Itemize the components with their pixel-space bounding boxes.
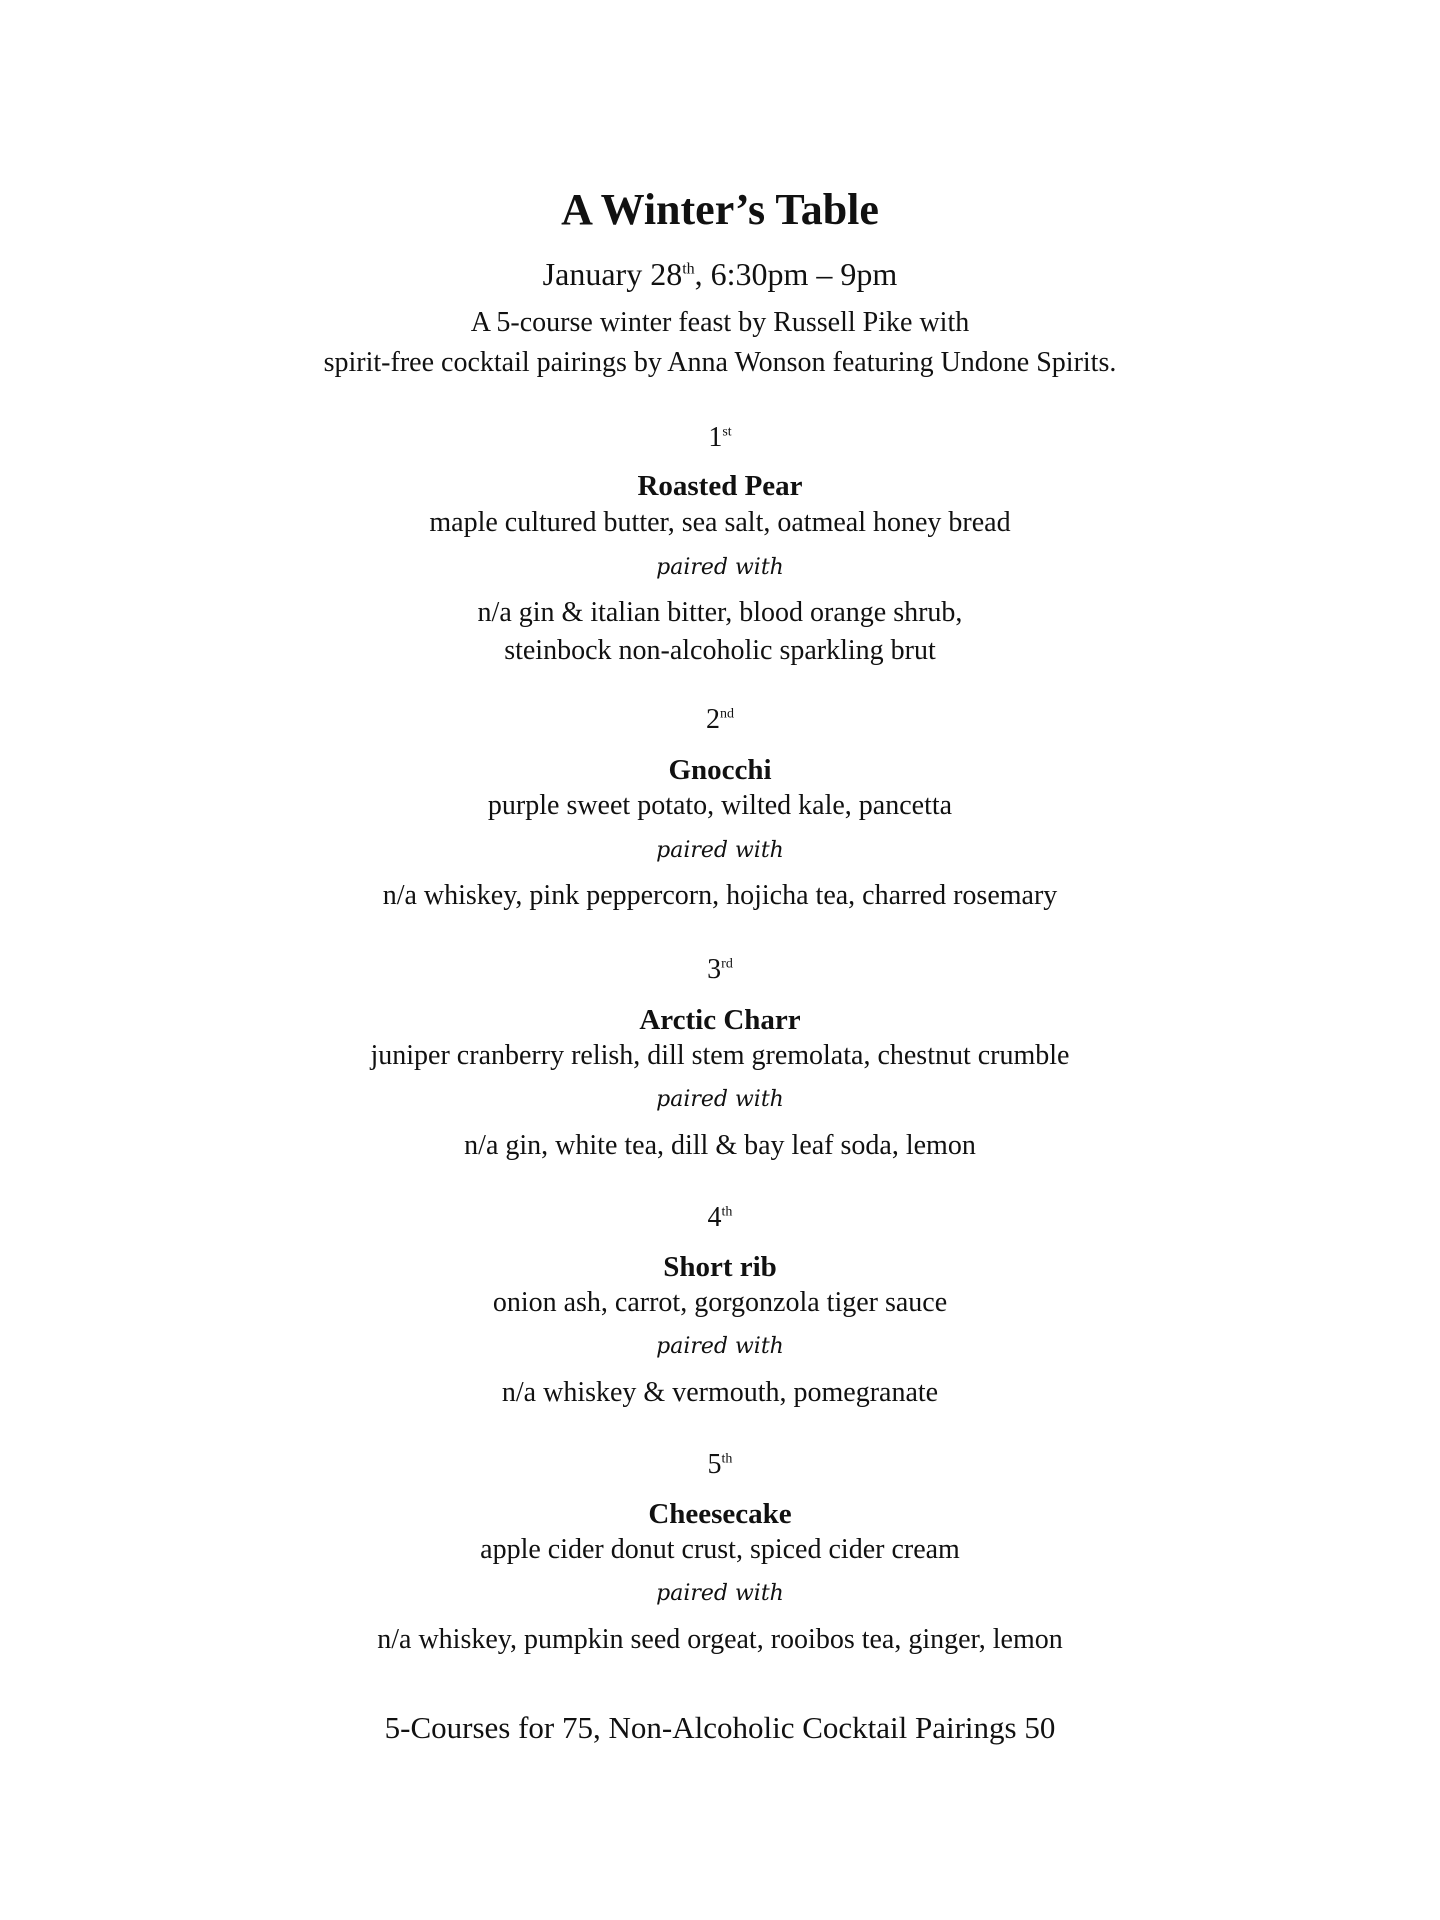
course-3-paired-label: paired with bbox=[656, 1087, 784, 1112]
course-2-description: purple sweet potato, wilted kale, pancetta bbox=[487, 790, 953, 821]
course-number-suffix: st bbox=[722, 424, 732, 440]
course-number: 2 bbox=[706, 704, 720, 735]
intro-line-1: A 5-course winter feast by Russell Pike with bbox=[470, 307, 970, 338]
course-5-drink-line-1: n/a whiskey, pumpkin seed orgeat, rooibos tea, ginger, lemon bbox=[377, 1624, 1063, 1655]
course-4-description: onion ash, carrot, gorgonzola tiger sauce bbox=[492, 1287, 948, 1318]
menu-title: A Winter’s Table bbox=[561, 185, 879, 234]
course-5-number bbox=[0, 1445, 1440, 1485]
course-1-drink-line-2: steinbock non-alcoholic sparkling brut bbox=[504, 635, 936, 666]
course-3-dish: Arctic Charr bbox=[639, 1004, 801, 1036]
course-5-paired-label: paired with bbox=[656, 1581, 784, 1606]
course-number: 4 bbox=[707, 1202, 722, 1233]
course-4-number bbox=[0, 1198, 1440, 1238]
course-1-description: maple cultured butter, sea salt, oatmeal honey bread bbox=[429, 507, 1011, 538]
event-time: , 6:30pm – 9pm bbox=[694, 256, 898, 292]
course-4-drink-line-1: n/a whiskey & vermouth, pomegranate bbox=[501, 1377, 939, 1408]
intro-line-2: spirit-free cocktail pairings by Anna Wonson featuring Undone Spirits. bbox=[323, 347, 1117, 378]
course-number-suffix: nd bbox=[720, 706, 734, 722]
course-number: 3 bbox=[707, 954, 722, 985]
course-1-dish: Roasted Pear bbox=[637, 470, 803, 502]
pricing-footer: 5-Courses for 75, Non-Alcoholic Cocktail Pairings 50 bbox=[384, 1710, 1056, 1745]
course-1-paired-label: paired with bbox=[656, 555, 784, 580]
course-3-number bbox=[0, 950, 1440, 990]
course-number: 1 bbox=[708, 422, 723, 453]
course-1-number bbox=[0, 418, 1440, 458]
course-2-drink-line-1: n/a whiskey, pink peppercorn, hojicha tea, charred rosemary bbox=[382, 880, 1058, 911]
course-2-dish: Gnocchi bbox=[668, 754, 772, 786]
course-3-drink-line-1: n/a gin, white tea, dill & bay leaf soda, lemon bbox=[464, 1130, 976, 1161]
course-3-description: juniper cranberry relish, dill stem gremolata, chestnut crumble bbox=[370, 1040, 1070, 1071]
course-2-number bbox=[0, 700, 1440, 740]
course-number-suffix: th bbox=[721, 1204, 733, 1220]
course-5-dish: Cheesecake bbox=[648, 1498, 792, 1530]
course-1-drink-line-1: n/a gin & italian bitter, blood orange shrub, bbox=[477, 597, 963, 628]
course-number: 5 bbox=[707, 1449, 722, 1480]
course-4-dish: Short rib bbox=[663, 1251, 777, 1283]
event-date bbox=[0, 252, 1440, 296]
course-number-suffix: th bbox=[721, 1451, 733, 1467]
course-2-paired-label: paired with bbox=[656, 838, 784, 863]
event-day: January 28 bbox=[542, 256, 683, 292]
course-number-suffix: rd bbox=[721, 956, 733, 972]
course-5-description: apple cider donut crust, spiced cider cream bbox=[480, 1534, 960, 1565]
event-day-suffix: th bbox=[682, 260, 695, 278]
course-4-paired-label: paired with bbox=[656, 1334, 784, 1359]
